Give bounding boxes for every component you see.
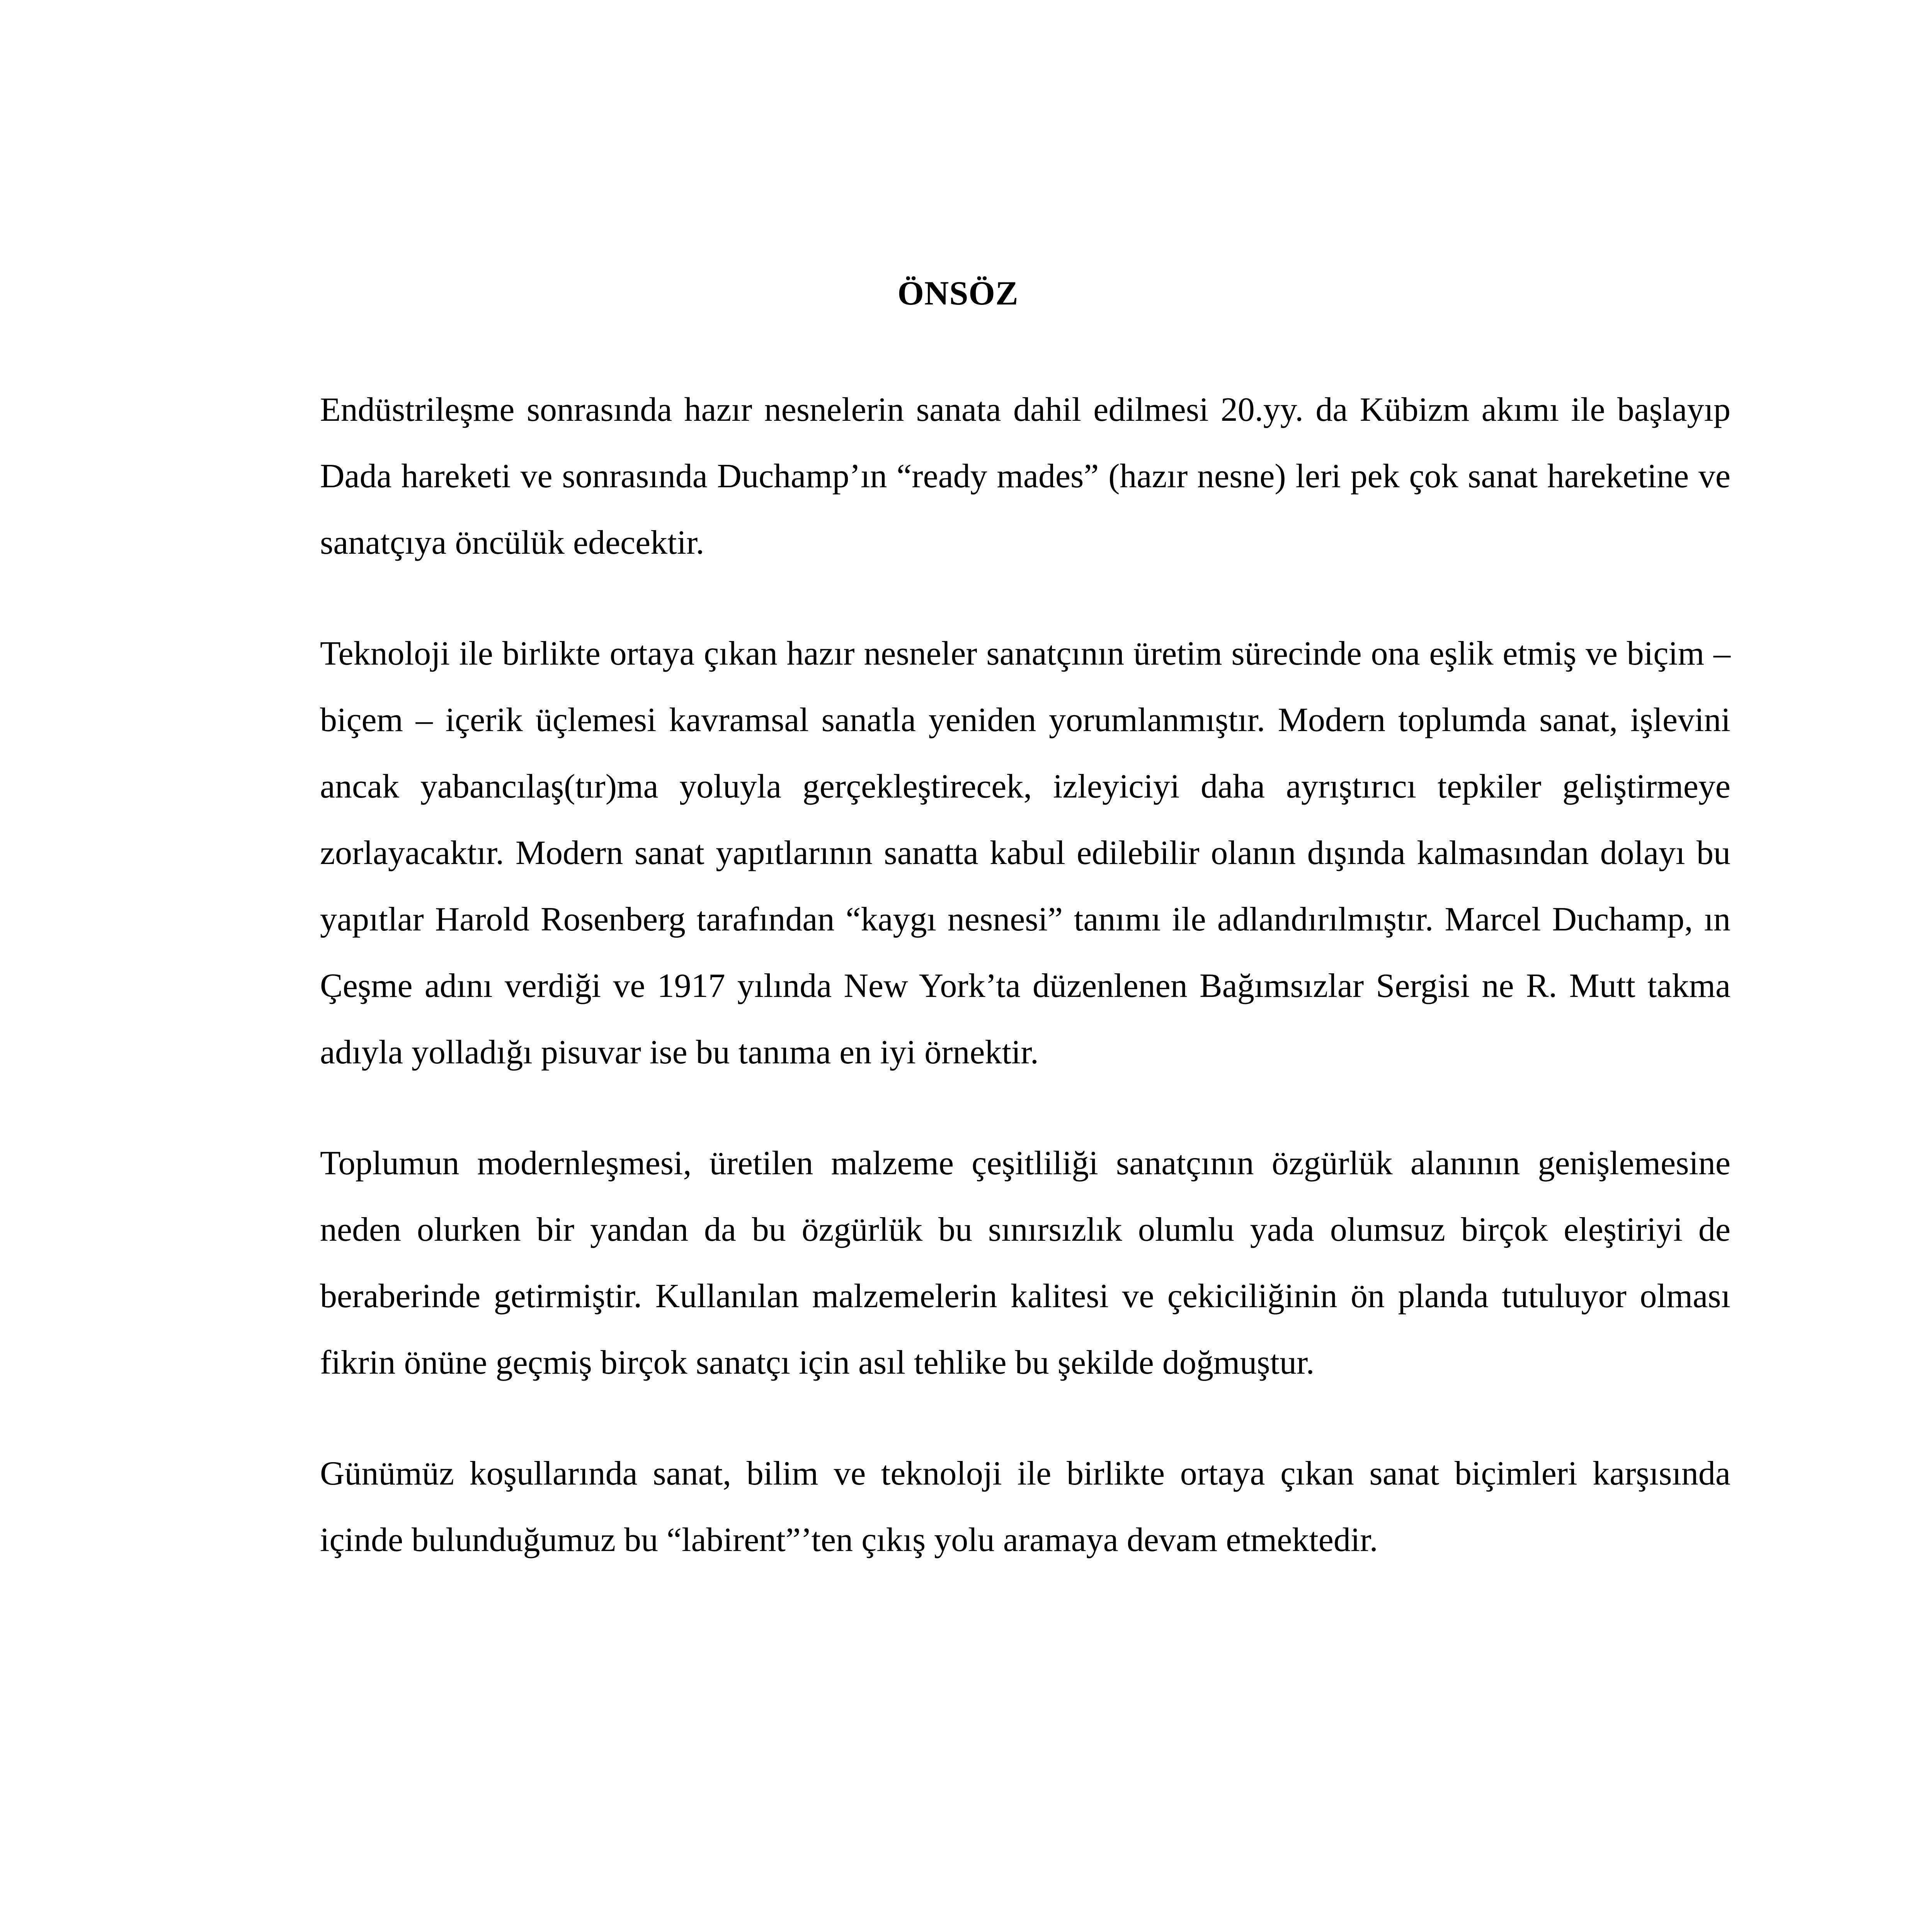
paragraph-3: Toplumun modernleşmesi, üretilen malzeme çeşitliliği sanatçının özgürlük alanının genişlemesine neden olurken bir yandan da bu özgürlük bu sınırsızlık olumlu yada olumsuz birçok eleştiriyi de beraberinde getirmiştir. Kullanılan malzemelerin kalitesi ve çekiciliğinin ön planda tutuluyor olması fikrin önüne geçmiş birçok sanatçı için asıl tehlike bu şekilde doğmuştur. xyxy=(320,1145,1731,1381)
page-title: ÖNSÖZ xyxy=(897,275,1019,312)
paragraph-2: Teknoloji ile birlikte ortaya çıkan hazır nesneler sanatçının üretim sürecinde ona eşlik etmiş ve biçim – biçem – içerik üçlemesi kavramsal sanatla yeniden yorumlanmıştır. Modern toplumda sanat, işlevini ancak yabancılaş(tır)ma yoluyla gerçekleştirecek, izleyiciyi daha ayrıştırıcı tepkiler geliştirmeye zorlayacaktır. Modern sanat yapıtlarının sanatta kabul edilebilir olanın dışında kalmasından dolayı bu yapıtlar Harold Rosenberg tarafından “kaygı nesnesi” tanımı ile adlandırılmıştır. Marcel Duchamp, ın Çeşme adını verdiği ve 1917 yılında New York’ta düzenlenen Bağımsızlar Sergisi ne R. Mutt takma adıyla yolladığı pisuvar ise bu tanıma en iyi örnektir. xyxy=(320,635,1731,1071)
body-text xyxy=(320,377,1731,1618)
paragraph-1: Endüstrileşme sonrasında hazır nesnelerin sanata dahil edilmesi 20.yy. da Kübizm akımı ile başlayıp Dada hareketi ve sonrasında Duchamp’ın “ready mades” (hazır nesne) leri pek çok sanat hareketine ve sanatçıya öncülük edecektir. xyxy=(320,391,1731,561)
paragraph-4: Günümüz koşullarında sanat, bilim ve teknoloji ile birlikte ortaya çıkan sanat biçimleri karşısında içinde bulunduğumuz bu “labirent”’ten çıkış yolu aramaya devam etmektedir. xyxy=(320,1455,1731,1559)
